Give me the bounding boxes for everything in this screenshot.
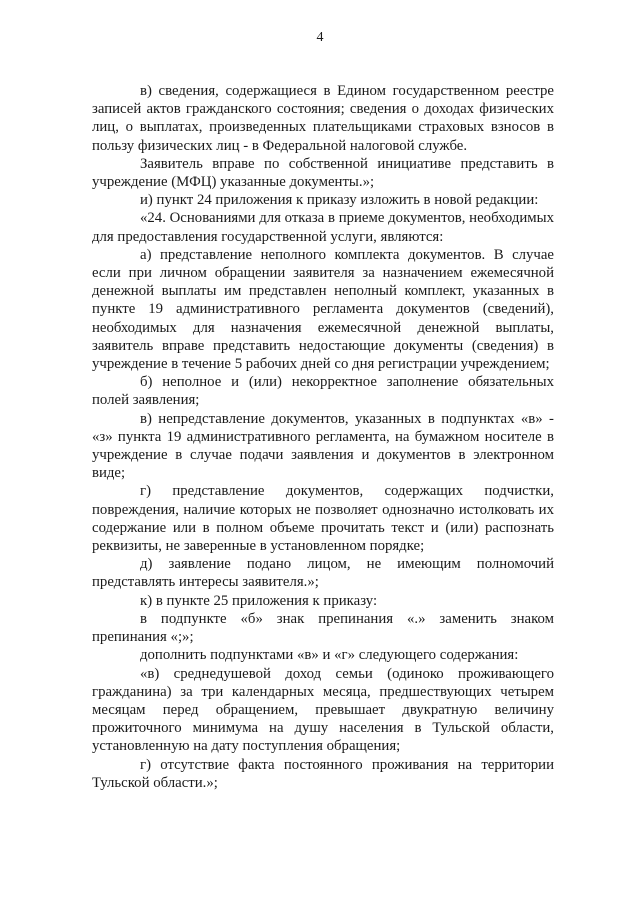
paragraph-subpoint-b-punctuation: в подпункте «б» знак препинания «.» заменить знаком препинания «;»;: [92, 610, 554, 646]
page-number: 4: [316, 30, 324, 45]
document-body: [92, 82, 554, 792]
paragraph-v-registry-info: в) сведения, содержащиеся в Едином государственном реестре записей актов гражданского состояния; сведения о доходах физических лиц, о выплатах, произведенных плательщиками страховых взносов в пользу физических лиц - в Федеральной налоговой службе.: [92, 83, 554, 154]
paragraph-point-24-grounds: «24. Основаниями для отказа в приеме документов, необходимых для предоставления государственной услуги, являются:: [92, 210, 554, 245]
paragraph-applicant-right: Заявитель вправе по собственной инициативе представить в учреждение (МФЦ) указанные документы.»;: [92, 155, 554, 191]
paragraph-add-subpoints: дополнить подпунктами «в» и «г» следующего содержания:: [140, 647, 519, 664]
paragraph-item-k-point-25: к) в пункте 25 приложения к приказу:: [140, 592, 378, 609]
paragraph-item-i-point-24: и) пункт 24 приложения к приказу изложить в новой редакции:: [140, 192, 539, 209]
paragraph-25-v-income: «в) среднедушевой доход семьи (одиноко проживающего гражданина) за три календарных месяца, предшествующих четырем месяцам перед обращением, превышает двукратную величину прожиточного минимума на душу населения в Тульской области, установленную на дату поступления обращения;: [92, 665, 554, 755]
paragraph-24-b-incomplete-fields: б) неполное и (или) некорректное заполнение обязательных полей заявления;: [92, 374, 554, 409]
paragraph-25-g-residence: г) отсутствие факта постоянного проживания на территории Тульской области.»;: [92, 756, 554, 791]
paragraph-24-d-no-authority: д) заявление подано лицом, не имеющим полномочий представлять интересы заявителя.»;: [92, 556, 554, 591]
paragraph-24-v-missing-documents: в) непредставление документов, указанных в подпунктах «в» - «з» пункта 19 административного регламента, на бумажном носителе в учреждение в случае подачи заявления и документов в электронном виде;: [92, 410, 554, 482]
paragraph-24-a-incomplete-set: а) представление неполного комплекта документов. В случае если при личном обращении заявителя за назначением ежемесячной денежной выплаты им представлен неполный комплект, указанных в пункте 19 административного регламента документов (сведений), необходимых для назначения ежемесячной денежной выплаты, заявитель вправе представить недостающие документы (сведения) в учреждение в течение 5 рабочих дней со дня регистрации учреждением;: [92, 246, 554, 373]
paragraph-24-g-damaged-documents: г) представление документов, содержащих подчистки, повреждения, наличие которых не позволяет однозначно истолковать их содержание или в полном объеме прочитать текст и (или) распознать реквизиты, не заверенные в установленном порядке;: [92, 483, 554, 555]
